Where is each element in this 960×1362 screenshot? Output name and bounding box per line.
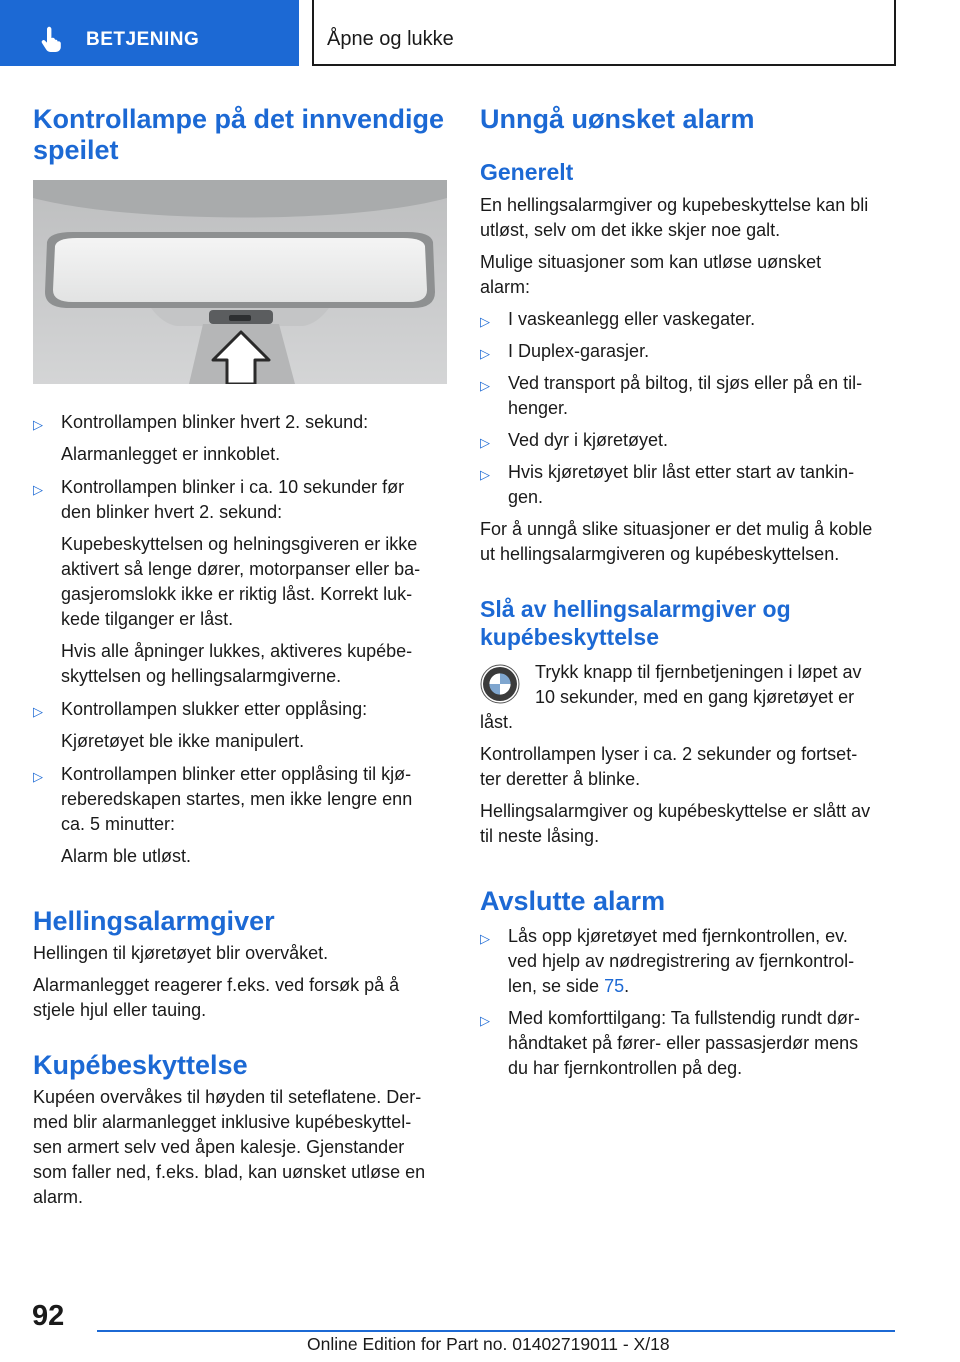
chapter-label: BETJENING <box>86 29 200 50</box>
list-item: ▷ I vaskeanlegg eller vaskegater. <box>480 307 895 332</box>
bullet-triangle-icon: ▷ <box>480 467 490 482</box>
avslutte-list <box>480 924 895 1081</box>
hellings-text: Hellingen til kjøretøyet blir overvåket. Alarmanlegget reagerer f.eks. ved forsøk på å stjele hjul eller tauing. <box>33 943 400 1020</box>
sla-av-text: Trykk knapp til fjernbetjeningen i løpet av 10 sekunder, med en gang kjøretøyet er låst. Kontrollampen lyser i ca. 2 sekunder og fortset‐ ter deretter å blinke. Hellingsalarmgiver og kupébeskyttelse er slått av til neste låsing. <box>480 662 871 846</box>
heading-unnga-alarm: Unngå uønsket alarm <box>480 104 755 134</box>
list-item: ▷ Ved transport på biltog, til sjøs eller på en til‐ henger. <box>480 373 863 418</box>
generelt-text: En hellingsalarmgiver og kupebeskyttelse kan bli utløst, selv om det ikke skjer noe galt. Mulige situasjoner som kan utløse uønsket alarm: ▷ I vaskeanlegg eller vaskegater. ▷ I Duplex-garasjer. ▷ Ved transport på biltog, til sjøs eller på en til‐ henger. ▷ Ved dyr i kjøretøyet. ▷ Hvis kjøretøyet blir låst etter start av tankin‐ gen. For å unngå slike situasjoner er det mulig å koble ut hellingsalarmgiveren og kupébeskyttelsen. <box>480 193 895 567</box>
bullet-triangle-icon: ▷ <box>480 378 490 393</box>
bmw-logo-icon <box>480 664 520 704</box>
list-item: ▷ Kontrollampen slukker etter opplåsing: Kjøretøyet ble ikke manipulert. <box>33 699 368 751</box>
page-link-75[interactable]: 75 <box>604 976 625 996</box>
heading-avslutte-alarm: Avslutte alarm <box>480 886 666 916</box>
status-list <box>33 410 448 869</box>
chapter-tab[interactable] <box>0 0 299 66</box>
list-item: ▷ I Duplex-garasjer. <box>480 339 895 364</box>
bullet-triangle-icon: ▷ <box>480 931 490 946</box>
section-label: Åpne og lukke <box>327 28 454 50</box>
bullet-triangle-icon: ▷ <box>480 435 490 450</box>
heading-sla-av: Slå av hellingsalarmgiver og kupébeskyttelse <box>480 596 791 650</box>
bullet-triangle-icon: ▷ <box>480 314 490 329</box>
page-header <box>0 0 960 66</box>
section-header <box>312 0 896 66</box>
bullet-triangle-icon: ▷ <box>33 704 43 719</box>
list-item: ▷ Lås opp kjøretøyet med fjernkontrollen, ev. ved hjelp av nødregistrering av fjernkontrol‐ len, se side 75. <box>480 926 855 996</box>
rearview-mirror-image <box>33 180 447 384</box>
page-number: 92 <box>32 1300 65 1332</box>
mirror-illustration <box>33 180 447 384</box>
bullet-triangle-icon: ▷ <box>33 769 43 784</box>
bullet-triangle-icon: ▷ <box>480 1013 490 1028</box>
heading-kupebeskyttelse: Kupébeskyttelse <box>33 1050 248 1080</box>
heading-kontrollampe: Kontrollampe på det innvendige speilet <box>33 104 445 165</box>
list-item: ▷ Ved dyr i kjøretøyet. <box>480 428 895 453</box>
footer-divider <box>97 1330 895 1332</box>
bullet-triangle-icon: ▷ <box>480 346 490 361</box>
edition-footer: Online Edition for Part no. 01402719011 - X/18 <box>307 1334 670 1354</box>
bullet-triangle-icon: ▷ <box>33 482 43 497</box>
list-item: ▷ Kontrollampen blinker etter opplåsing til kjø‐ reberedskapen startes, men ikke lengre enn ca. 5 minutter: Alarm ble utløst. <box>33 764 413 866</box>
bullet-triangle-icon: ▷ <box>33 417 43 432</box>
heading-hellingsalarmgiver: Hellingsalarmgiver <box>33 906 275 936</box>
hand-pointer-icon <box>38 26 66 54</box>
kupe-text: Kupéen overvåkes til høyden til seteflatene. Der‐ med blir alarmanlegget inklusive kupébeskyttel‐ sen armert selv ved åpen kalesje. Gjenstander som faller ned, f.eks. blad, kan uønsket utløse en alarm. <box>33 1087 426 1207</box>
list-item: ▷ Kontrollampen blinker hvert 2. sekund: Alarmanlegget er innkoblet. <box>33 412 369 464</box>
list-item: ▷ Kontrollampen blinker i ca. 10 sekunder før den blinker hvert 2. sekund: Kupebeskyttelsen og helningsgiveren er ikke aktivert så lenge dører, motorpanser eller ba‐ gasjeromslokk ikke er riktig låst. Korrekt luk‐ kede tilganger er låst. Hvis alle åpninger lukkes, aktiveres kupébe‐ skyttelsen og hellingsalarmgiverne. <box>33 477 421 686</box>
heading-generelt: Generelt <box>480 159 574 185</box>
list-item: ▷ Med komforttilgang: Ta fullstendig rundt dør‐ håndtaket på fører- eller passasjerdør mens du har fjernkontrollen på deg. <box>480 1008 860 1078</box>
list-item: ▷ Hvis kjøretøyet blir låst etter start av tankin‐ gen. <box>480 462 855 507</box>
